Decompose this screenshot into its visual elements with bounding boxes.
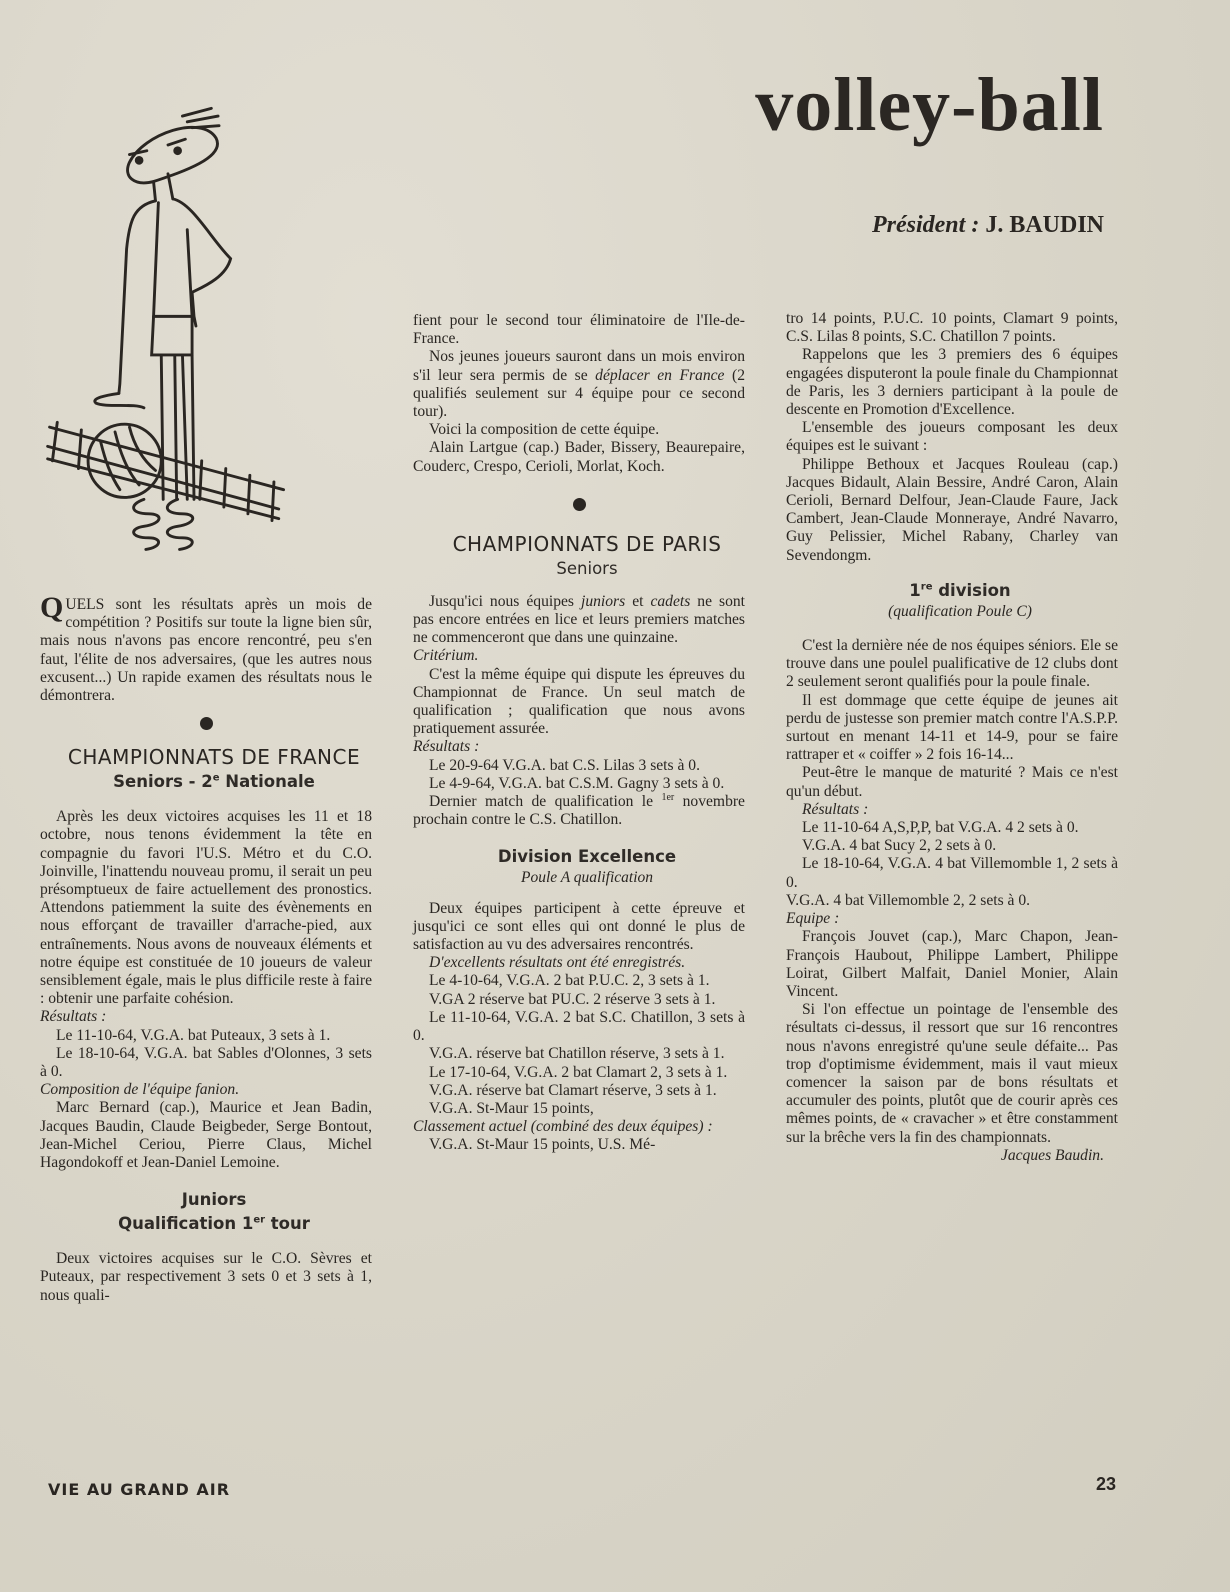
paragraph: Nos jeunes joueurs sauront dans un mois environ s'il leur sera permis de se déplacer en France (2 qualifiés seulement sur 4 équipe pour ce second tour). [413, 348, 745, 421]
president-line [872, 212, 1104, 239]
result-item: V.G.A. réserve bat Clamart réserve, 3 sets à 1. [429, 1081, 717, 1099]
column-3 [786, 310, 1118, 1165]
section-subheading: Poule A qualification [520, 869, 654, 887]
paragraph: C'est la même équipe qui dispute les épreuves du Championnat de France. Un seul match de qualification ; qualification que nous avons pratiquement assurée. [413, 665, 745, 738]
equipe-label: Equipe : [786, 910, 840, 928]
drop-cap: Q [40, 591, 64, 624]
criterium-label: Critérium. [413, 647, 479, 665]
paragraph: Deux équipes participent à cette épreuve et jusqu'ici ce sont elles qui ont donné le plus de satisfaction au vu des adversaires rencontrés. [413, 899, 745, 954]
paragraph: Si l'on effectue un pointage de l'ensemble des résultats ci-dessus, il ressort que sur 16 rencontres nous n'avons enregistré qu'une seule défaite... Pas trop d'optimisme évidemment, mais il vaut mieux comencer la saison par de bons résultats et accumuler des points, plutôt que de courir après ces mêmes points, de « cravacher » et être constamment sur la brêche vers la fin des championnats. [786, 1001, 1118, 1146]
result-item: Le 18-10-64, V.G.A. bat Sables d'Olonnes, 3 sets à 0. [40, 1044, 372, 1081]
page-number: 23 [1096, 1474, 1117, 1494]
result-item: Le 17-10-64, V.G.A. 2 bat Clamart 2, 3 sets à 1. [429, 1063, 728, 1081]
result-item: Le 20-9-64 V.G.A. bat C.S. Lilas 3 sets à 0. [429, 756, 700, 774]
classement-text: V.G.A. St-Maur 15 points, U.S. Mé- [429, 1136, 656, 1154]
result-item: V.G.A. 4 bat Villemomble 2, 2 sets à 0. [786, 891, 1031, 909]
author-signature: Jacques Baudin. [1000, 1146, 1104, 1164]
result-item: V.GA 2 réserve bat PU.C. 2 réserve 3 sets à 1. [429, 990, 716, 1008]
section-subheading: Seniors [556, 558, 618, 578]
results-label: Résultats : [802, 800, 869, 818]
paragraph: Dernier match de qualification le $^{1er}$ novembre prochain contre le C.S. Chatillon. [413, 791, 745, 829]
paragraph: Peut-être le manque de maturité ? Mais ce n'est qu'un début. [786, 764, 1118, 800]
paragraph: Philippe Bethoux et Jacques Rouleau (cap.) Jacques Bidault, Alain Bessire, André Caron, Alain Cerioli, Bernard Delfour, Jean-Claude Faure, Jack Cambert, Jean-Claude Monneraye, André Navarro, Guy Pelissier, Michel Rabany, Charley van Sevendongm. [786, 455, 1118, 564]
classement-label: Classement actuel (combiné des deux équipes) : [413, 1118, 713, 1136]
paragraph: Voici la composition de cette équipe. [429, 421, 660, 439]
paragraph: Alain Lartgue (cap.) Bader, Bissery, Beaurepaire, Couderc, Crespo, Cerioli, Morlat, Koch. [413, 439, 745, 475]
section-heading: CHAMPIONNATS DE PARIS [452, 531, 722, 556]
paragraph: C'est la dernière née de nos équipes séniors. Ele se trouve dans une poulel pualificative de 12 clubs dont 2 seulement seront qualifiés pour la poule finale. [786, 637, 1118, 691]
paragraph: fient pour le second tour éliminatoire de l'Ile-de-France. [413, 312, 745, 348]
paragraph: D'excellents résultats ont été enregistrés. [429, 954, 686, 972]
column-1 [40, 591, 372, 1305]
results-label: Résultats : [413, 738, 480, 756]
president-label: Président : [871, 212, 980, 238]
magazine-name: VIE AU GRAND AIR [48, 1480, 231, 1499]
section-subheading: Qualification 1er tour [118, 1214, 310, 1234]
section-heading: CHAMPIONNATS DE FRANCE [67, 745, 361, 770]
result-item: Le 4-10-64, V.G.A. 2 bat P.U.C. 2, 3 sets à 1. [429, 972, 710, 990]
result-item: Le 11-10-64, V.G.A. bat Puteaux, 3 sets à 1. [56, 1026, 331, 1044]
paragraph: Après les deux victoires acquises les 11 et 18 octobre, nous tenons évidemment la tête en compagnie du favori l'U.S. Métro et du C.O. Joinville, l'inattendu nouveau promu, il serait un peu présomptueux de faire actuellement des pronostics. Attendons patiemment la suite des évènements en nous efforçant de travailler d'arrache-pied, aux entraînements. Nous avons de nouveaux éléments et notre équipe est constituée de 10 joueurs de valeur sensiblement égale, mais le plus difficile reste à faire : obtenir une parfaite cohésion. [40, 808, 372, 1008]
paragraph: Deux victoires acquises sur le C.O. Sèvres et Puteaux, par respectivement 3 sets 0 et 3 sets à 1, nous quali- [40, 1250, 372, 1304]
section-bullet [573, 498, 586, 511]
paragraph: L'ensemble des joueurs composant les deux équipes est le suivant : [786, 419, 1118, 455]
result-item: Le 11-10-64, V.G.A. 2 bat S.C. Chatillon, 3 sets à 0. [413, 1008, 745, 1045]
article-title: volley-ball [755, 63, 1104, 147]
paragraph: Rappelons que les 3 premiers des 6 équipes engagées disputeront la poule finale du Championnat de Paris, les 3 derniers participant à la poule de descente en Promotion d'Excellence. [786, 346, 1118, 419]
result-item: V.G.A. St-Maur 15 points, [429, 1099, 594, 1117]
paragraph: Jusqu'ici nous équipes juniors et cadets ne sont pas encore entrées en lice et leurs premiers matches ne commenceront que dans une quinzaine. [413, 592, 745, 647]
column-2 [413, 312, 745, 1155]
paragraph: Marc Bernard (cap.), Maurice et Jean Badin, Jacques Baudin, Claude Beigbeder, Serge Bontout, Jean-Michel Ceriou, Pierre Claus, Michel Hagondokoff et Jean-Daniel Lemoine. [40, 1099, 372, 1172]
section-bullet [200, 717, 213, 730]
paragraph: François Jouvet (cap.), Marc Chapon, Jean-François Haubout, Philippe Lambert, Philippe Loirat, Gilbert Malfait, Daniel Monier, Alain Vincent. [786, 928, 1118, 1000]
composition-label: Composition de l'équipe fanion. [40, 1081, 240, 1099]
result-item: V.G.A. 4 bat Sucy 2, 2 sets à 0. [802, 837, 997, 855]
section-heading: Juniors [181, 1190, 247, 1210]
paragraph: Il est dommage que cette équipe de jeunes ait perdu de justesse son premier match contre l'A.S.P.P. surtout en menant 14-11 et 14-9, pour se faire rattraper et « coiffer » 2 fois 16-14... [786, 691, 1118, 764]
result-item: Le 18-10-64, V.G.A. 4 bat Villemomble 1, 2 sets à 0. [786, 855, 1118, 891]
intro-paragraph: QUELS sont les résultats après un mois de compétition ? Positifs sur toute la ligne bien sûr, mais nous n'avons pas encore rencontré, peu s'en faut, l'élite de nos adversaires, (que les autres nous excusent...) Un rapide examen des résultats nous le démontrera. [40, 591, 372, 705]
president-name: J. BAUDIN [985, 212, 1104, 238]
paragraph: tro 14 points, P.U.C. 10 points, Clamart 9 points, C.S. Lilas 8 points, S.C. Chatillon 7 points. [786, 310, 1118, 346]
section-subheading: Seniors - 2e Nationale [113, 772, 315, 792]
volleyball-player-illustration [38, 86, 298, 566]
section-heading: 1re division [909, 580, 1011, 600]
section-subheading: (qualification Poule C) [888, 602, 1032, 620]
section-heading: Division Excellence [497, 847, 677, 867]
result-item: V.G.A. réserve bat Chatillon réserve, 3 sets à 1. [429, 1045, 725, 1063]
results-label: Résultats : [40, 1008, 107, 1026]
result-item: Le 11-10-64 A,S,P,P, bat V.G.A. 4 2 sets à 0. [802, 819, 1079, 837]
result-item: Le 4-9-64, V.G.A. bat C.S.M. Gagny 3 sets à 0. [429, 774, 725, 792]
